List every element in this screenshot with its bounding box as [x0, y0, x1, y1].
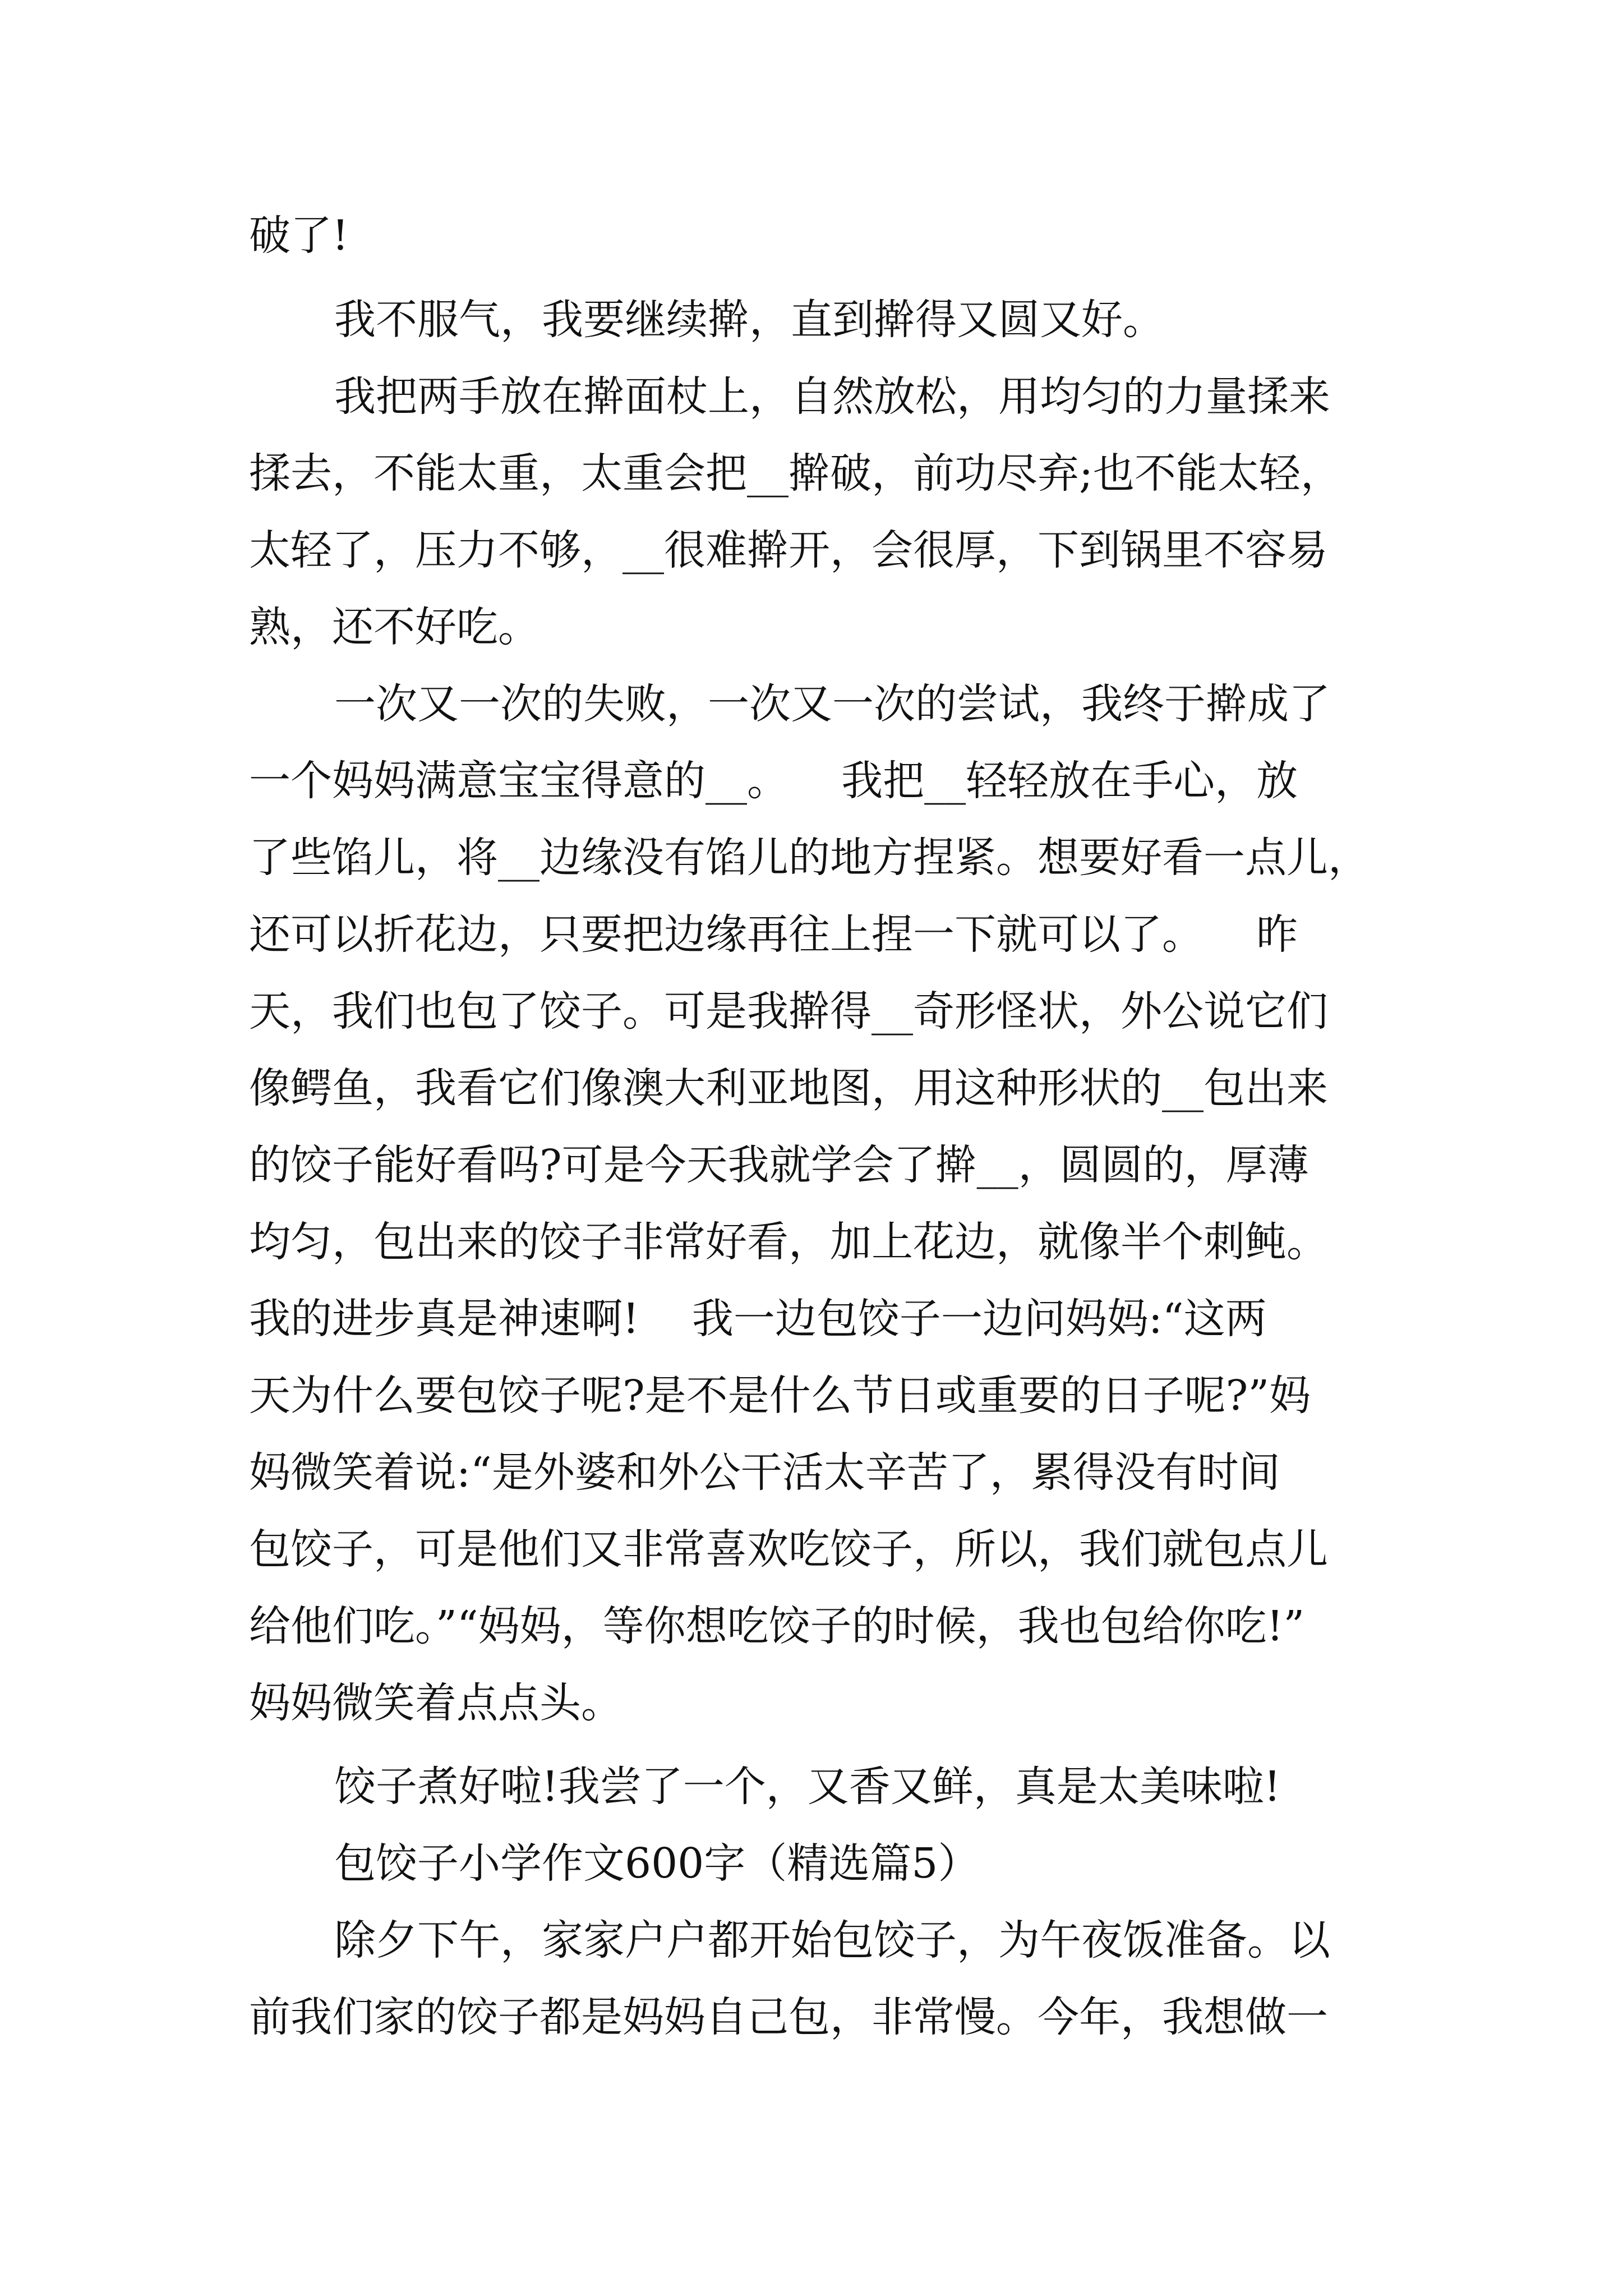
text-line: 了些馅儿，将__边缘没有馅儿的地方捏紧。想要好看一点儿， — [249, 834, 1370, 882]
text-line: 我把两手放在擀面杖上，自然放松，用均匀的力量揉来 — [334, 372, 1330, 421]
text-line: 妈微笑着说:“是外婆和外公干活太辛苦了，累得没有时间 — [249, 1448, 1280, 1497]
text-line: 天，我们也包了饺子。可是我擀得__奇形怪状，外公说它们 — [249, 987, 1328, 1036]
text-line: 饺子煮好啦!我尝了一个，又香又鲜，真是太美味啦! — [334, 1763, 1281, 1811]
text-line: 给他们吃。”“妈妈，等你想吃饺子的时候，我也包给你吃!” — [249, 1602, 1305, 1650]
text-line: 妈妈微笑着点点头。 — [249, 1679, 623, 1727]
text-line: 熟，还不好吃。 — [249, 603, 540, 651]
text-line: 除夕下午，家家户户都开始包饺子，为午夜饭准备。以 — [334, 1916, 1330, 1964]
text-line: 一次又一次的失败，一次又一次的尝试，我终于擀成了 — [334, 680, 1330, 728]
text-line: 破了! — [249, 211, 349, 260]
text-line: 还可以折花边，只要把边缘再往上捏一下就可以了。 昨 — [249, 910, 1298, 959]
text-line: 的饺子能好看吗?可是今天我就学会了擀__，圆圆的，厚薄 — [249, 1141, 1309, 1189]
text-line: 像鳄鱼，我看它们像澳大利亚地图，用这种形状的__包出来 — [249, 1064, 1328, 1112]
text-line: 揉去，不能太重，太重会把__擀破，前功尽弃;也不能太轻， — [249, 449, 1342, 498]
text-line: 天为什么要包饺子呢?是不是什么节日或重要的日子呢?”妈 — [249, 1372, 1311, 1420]
text-line: 我的进步真是神速啊! 我一边包饺子一边问妈妈:“这两 — [249, 1295, 1267, 1343]
text-line: 一个妈妈满意宝宝得意的__。 我把__轻轻放在手心，放 — [249, 757, 1298, 805]
section-heading: 包饺子小学作文600字（精选篇5） — [334, 1839, 980, 1888]
text-line: 我不服气，我要继续擀，直到擀得又圆又好。 — [334, 296, 1164, 344]
text-line: 太轻了，压力不够，__很难擀开，会很厚，下到锅里不容易 — [249, 526, 1328, 574]
text-line: 包饺子，可是他们又非常喜欢吃饺子，所以，我们就包点儿 — [249, 1525, 1328, 1573]
text-line: 均匀，包出来的饺子非常好看，加上花边，就像半个刺鲀。 — [249, 1218, 1328, 1266]
text-line: 前我们家的饺子都是妈妈自己包，非常慢。今年，我想做一 — [249, 1993, 1328, 2041]
